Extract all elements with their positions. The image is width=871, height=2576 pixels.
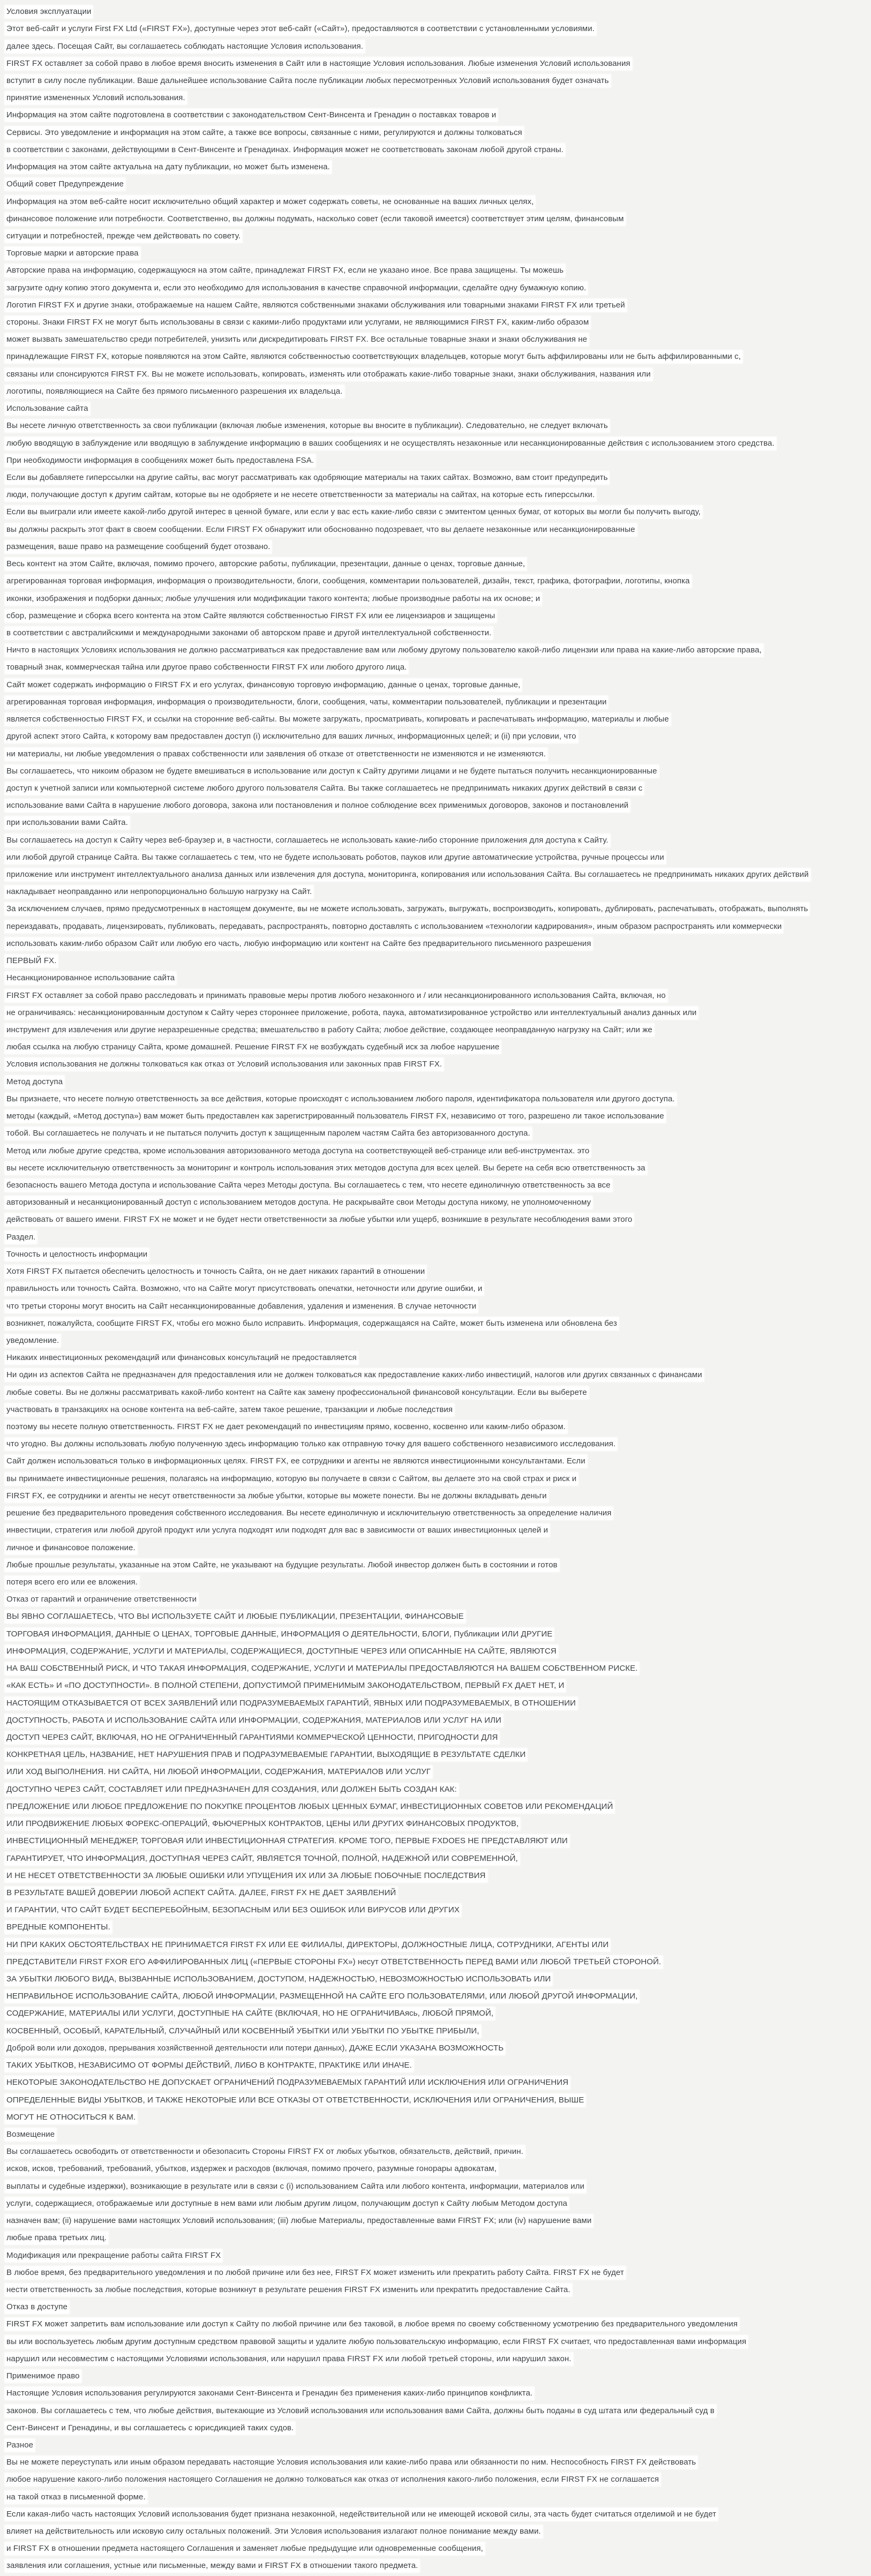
text-line-content: Если вы добавляете гиперссылки на другие сайты, вас могут рассматривать как одобряющие материалы на таких сайтах. Возможно, вам стоит предупредить xyxy=(5,472,609,484)
text-line-content: безопасность вашего Метода доступа и использование Сайта через Методы доступа. Вы соглашаетесь с тем, что несете единоличную ответственность за все xyxy=(5,1180,612,1191)
text-line xyxy=(0,1539,871,1556)
text-line xyxy=(0,1798,871,1815)
text-line-content: Если какая-либо часть настоящих Условий использования будет признана незаконной, недействительной или не имеющей исковой силы, эта часть будет считаться отделимой и не будет xyxy=(5,2509,717,2520)
text-line xyxy=(0,72,871,89)
text-line xyxy=(0,2385,871,2402)
text-line xyxy=(0,1694,871,1711)
text-line xyxy=(0,1660,871,1677)
text-line-content: является собственностью FIRST FX, и ссылки на сторонние веб-сайты. Вы можете загружать, просматривать, копировать и распечатывать информацию, материалы и любые xyxy=(5,714,670,725)
text-line-content: ТОРГОВАЯ ИНФОРМАЦИЯ, ДАННЫЕ О ЦЕНАХ, ТОРГОВЫЕ ДАННЫЕ, ИНФОРМАЦИЯ О ДЕЯТЕЛЬНОСТИ, БЛОГИ, Публикации ИЛИ ДРУГИЕ xyxy=(5,1628,553,1640)
text-line xyxy=(0,1867,871,1884)
text-line-content: участвовать в транзакциях на основе контента на веб-сайте, затем такое решение, транзакции и любые последствия xyxy=(5,1404,454,1416)
text-line xyxy=(0,1919,871,1936)
text-line xyxy=(0,797,871,814)
text-line-content: ИНВЕСТИЦИОННЫЙ МЕНЕДЖЕР, ТОРГОВАЯ ИЛИ ИНВЕСТИЦИОННАЯ СТРАТЕГИЯ. КРОМЕ ТОГО, ПЕРВЫЕ FXDOES НЕ ПРЕДСТАВЛЯЮТ ИЛИ xyxy=(5,1835,569,1847)
text-line xyxy=(0,2557,871,2574)
text-line-content: ПЕРВЫЙ FX. xyxy=(5,955,57,967)
text-line-content: Условия использования не должны толковаться как отказ от Условий использования или законных прав FIRST FX. xyxy=(5,1058,443,1070)
text-line xyxy=(0,297,871,314)
text-line-content: финансовое положение или потребности. Соответственно, вы должны подумать, насколько совет (если таковой имеется) соответствует этим целям, финансовым xyxy=(5,213,625,225)
text-line xyxy=(0,1263,871,1280)
text-line-content: вы должны раскрыть этот факт в своем сообщении. Если FIRST FX обнаружит или обоснованно подозревает, что вы делаете незаконные или несанкционированные xyxy=(5,524,636,536)
text-line xyxy=(0,1315,871,1332)
text-line-content: связаны или спонсируются FIRST FX. Вы не можете использовать, копировать, изменять или отображать какие-либо товарные знаки, знаки обслуживания, названия или xyxy=(5,369,652,380)
text-line-content: ПРЕДСТАВИТЕЛИ FIRST FXOR ЕГО АФФИЛИРОВАННЫХ ЛИЦ («ПЕРВЫЕ СТОРОНЫ FX») несут ОТВЕТСТВЕННОСТЬ ПЕРЕД ВАМИ ИЛИ ЛЮБОЙ ТРЕТЬЕЙ СТОРОНОЙ. xyxy=(5,1956,662,1968)
text-line xyxy=(0,1073,871,1091)
text-line-content: Сент-Винсент и Гренадины, и вы соглашаетесь с юрисдикцией таких судов. xyxy=(5,2422,295,2434)
text-line-content: законов. Вы соглашаетесь с тем, что любые действия, вытекающие из Условий использования или использования вами Сайта, должны быть поданы в суд штата или федеральный суд в xyxy=(5,2405,716,2417)
text-line xyxy=(0,1142,871,1159)
text-line xyxy=(0,1712,871,1729)
text-line-content: «КАК ЕСТЬ» И «ПО ДОСТУПНОСТИ». В ПОЛНОЙ СТЕПЕНИ, ДОПУСТИМОЙ ПРИМЕНИМЫМ ЗАКОНОДАТЕЛЬСТВОМ, ПЕРВЫЙ FX ДАЕТ НЕТ, И xyxy=(5,1680,565,1692)
text-line-content: FIRST FX оставляет за собой право расследовать и принимать правовые меры против любого незаконного и / или несанкционированного использования Сайта, включая, но xyxy=(5,990,667,1002)
text-line-content: ТАКИХ УБЫТКОВ, НЕЗАВИСИМО ОТ ФОРМЫ ДЕЙСТВИЙ, ЛИБО В КОНТРАКТЕ, ПРАКТИКЕ ИЛИ ИНАЧЕ. xyxy=(5,2060,413,2071)
text-line xyxy=(0,504,871,521)
text-line xyxy=(0,1022,871,1039)
text-line-content: ЗА УБЫТКИ ЛЮБОГО ВИДА, ВЫЗВАННЫЕ ИСПОЛЬЗОВАНИЕМ, ДОСТУПОМ, НАДЕЖНОСТЬЮ, НЕВОЗМОЖНОСТЬЮ ИСПОЛЬЗОВАТЬ ИЛИ xyxy=(5,1973,552,1985)
text-line xyxy=(0,20,871,37)
text-line-content: Использование сайта xyxy=(5,403,89,415)
text-line xyxy=(0,1574,871,1591)
text-line xyxy=(0,1160,871,1177)
text-line-content: Вы признаете, что несете полную ответственность за все действия, которые происходят с использованием любого пароля, идентификатора пользователя или другого доступа. xyxy=(5,1093,676,1105)
text-line xyxy=(0,2074,871,2091)
text-line xyxy=(0,763,871,780)
text-line xyxy=(0,1936,871,1954)
text-line xyxy=(0,900,871,918)
text-line-content: НА ВАШ СОБСТВЕННЫЙ РИСК, И ЧТО ТАКАЯ ИНФОРМАЦИЯ, СОДЕРЖАНИЕ, УСЛУГИ И МАТЕРИАЛЫ ПРЕДОСТАВЛЯЮТСЯ НА ВАШЕМ СОБСТВЕННОМ РИСКЕ. xyxy=(5,1663,639,1674)
text-line-content: КОСВЕННЫЙ, ОСОБЫЙ, КАРАТЕЛЬНЫЙ, СЛУЧАЙНЫЙ ИЛИ КОСВЕННЫЙ УБЫТКИ ИЛИ УБЫТКИ ПО УБЫТКЕ ПРИБЫЛИ, xyxy=(5,2025,480,2037)
text-line xyxy=(0,780,871,797)
text-line xyxy=(0,1522,871,1539)
text-line-content: ИНФОРМАЦИЯ, СОДЕРЖАНИЕ, УСЛУГИ И МАТЕРИАЛЫ, СОДЕРЖАЩИЕСЯ, ДОСТУПНЫЕ ЧЕРЕЗ ИЛИ ОПИСАННЫЕ НА САЙТЕ, ЯВЛЯЮТСЯ xyxy=(5,1646,558,1657)
text-line xyxy=(0,1366,871,1384)
text-line-content: ВРЕДНЫЕ КОМПОНЕНТЫ. xyxy=(5,1921,111,1933)
text-line-content: Точность и целостность информации xyxy=(5,1249,148,1260)
text-line-content: на такой отказ в письменной форме. xyxy=(5,2491,147,2503)
text-line-content: Хотя FIRST FX пытается обеспечить целостность и точность Сайта, он не дает никаких гарантий в отношении xyxy=(5,1266,426,1278)
text-line-content: выплаты и судебные издержки), возникающие в результате или в связи с (i) использованием Сайта или любого контента, информации, материалов или xyxy=(5,2181,585,2192)
text-line xyxy=(0,1332,871,1349)
text-line xyxy=(0,107,871,124)
text-line xyxy=(0,1384,871,1401)
text-line xyxy=(0,607,871,625)
text-line xyxy=(0,2057,871,2074)
text-line xyxy=(0,1643,871,1660)
text-line xyxy=(0,866,871,883)
text-line-content: ни материалы, ни любые уведомления о правах собственности или заявления об отказе от ответственности не изменяются и не изменяются. xyxy=(5,748,547,760)
text-line xyxy=(0,952,871,970)
text-line-content: НАСТОЯЩИМ ОТКАЗЫВАЕТСЯ ОТ ВСЕХ ЗАЯВЛЕНИЙ ИЛИ ПОДРАЗУМЕВАЕМЫХ ГАРАНТИЙ, ЯВНЫХ ИЛИ ПОДРАЗУМЕВАЕМЫХ, В ОТНОШЕНИИ xyxy=(5,1698,577,1709)
text-line xyxy=(0,2523,871,2540)
text-line-content: Настоящие Условия использования регулируются законами Сент-Винсента и Гренадин без применения каких-либо принципов конфликта. xyxy=(5,2387,534,2399)
text-line-content: любые права третьих лиц. xyxy=(5,2232,108,2244)
text-line xyxy=(0,1902,871,1919)
text-line xyxy=(0,141,871,159)
text-line-content: любое нарушение какого-либо положения настоящего Соглашения не должно толковаться как отказ от исполнения какого-либо положения, если FIRST FX не соглашается xyxy=(5,2474,660,2485)
text-line xyxy=(0,1608,871,1625)
text-line xyxy=(0,314,871,331)
text-line xyxy=(0,1091,871,1108)
text-line-content: что угодно. Вы должны использовать любую полученную здесь информацию только как отправную точку для вашего собственного независимого исследования. xyxy=(5,1438,617,1450)
text-line-content: стороны. Знаки FIRST FX не могут быть использованы в связи с какими-либо продуктами или услугами, не являющимися FIRST FX, каким-либо образом xyxy=(5,317,590,328)
text-line xyxy=(0,2143,871,2160)
text-line xyxy=(0,694,871,711)
text-line xyxy=(0,2109,871,2126)
text-line xyxy=(0,1850,871,1867)
text-line-content: Отказ в доступе xyxy=(5,2301,69,2313)
text-line xyxy=(0,2350,871,2368)
text-line-content: решение без предварительного проведения собственного исследования. Вы несете единоличную и исключительную ответственность за определение наличия xyxy=(5,1507,612,1519)
text-line-content: логотипы, появляющиеся на Сайте без прямого письменного разрешения их владельца. xyxy=(5,386,344,397)
text-line-content: ситуации и потребностей, прежде чем действовать по совету. xyxy=(5,230,242,242)
text-line xyxy=(0,2126,871,2143)
text-line xyxy=(0,1280,871,1297)
text-line-content: Разное xyxy=(5,2439,34,2451)
text-line xyxy=(0,935,871,952)
text-line xyxy=(0,1833,871,1850)
document-lines xyxy=(0,20,871,2574)
text-line-content: влияет на действительность или исковую силу остальных положений. Эти Условия использования излагают полное понимание между вами. xyxy=(5,2526,542,2537)
text-line xyxy=(0,814,871,831)
text-line-content: ДОСТУПНО ЧЕРЕЗ САЙТ, СОСТАВЛЯЕТ ИЛИ ПРЕДНАЗНАЧЕН ДЛЯ СОЗДАНИЯ, ИЛИ ДОЛЖЕН БЫТЬ СОЗДАН КАК: xyxy=(5,1784,458,1796)
text-line xyxy=(0,452,871,469)
text-line xyxy=(0,2178,871,2195)
text-line xyxy=(0,2212,871,2229)
text-line-content: ДОСТУП ЧЕРЕЗ САЙТ, ВКЛЮЧАЯ, НО НЕ ОГРАНИЧЕННЫЙ ГАРАНТИЯМИ КОММЕРЧЕСКОЙ ЦЕННОСТИ, ПРИГОДНОСТИ ДЛЯ xyxy=(5,1732,499,1744)
text-line xyxy=(0,1557,871,1574)
text-line xyxy=(0,1488,871,1505)
text-line xyxy=(0,1763,871,1781)
text-line-content: в соответствии с законами, действующими в Сент-Винсенте и Гренадинах. Информация может не соответствовать законам любой другой страны. xyxy=(5,144,565,156)
text-line-content: Этот веб-сайт и услуги First FX Ltd («FIRST FX»), доступные через этот веб-сайт («Сайт»), предоставляются в соответствии с установленными условиями. xyxy=(5,23,596,35)
text-line-content: нести ответственность за любые последствия, которые возникнут в результате решения FIRST FX изменить или прекратить предоставление Сайта. xyxy=(5,2284,572,2296)
text-line xyxy=(0,434,871,452)
text-line xyxy=(0,2333,871,2350)
text-line xyxy=(0,245,871,262)
text-line xyxy=(0,1781,871,1798)
text-line xyxy=(0,2506,871,2523)
text-line xyxy=(0,2091,871,2108)
text-line-content: Доброй воли или доходов, прерывания хозяйственной деятельности или потери данных), ДАЖЕ ЕСЛИ УКАЗАНА ВОЗМОЖНОСТЬ xyxy=(5,2042,505,2054)
text-line-content: Вы соглашаетесь, что никоим образом не будете вмешиваться в использование или доступ к Сайту другими лицами и не будете пытаться получить несанкционированные xyxy=(5,765,658,777)
text-line xyxy=(0,1453,871,1470)
text-line-content: Отказ от гарантий и ограничение ответственности xyxy=(5,1594,198,1605)
text-line xyxy=(0,728,871,745)
text-line-content: FIRST FX оставляет за собой право в любое время вносить изменения в Сайт или в настоящие Условия использования. Любые изменения Условий использования xyxy=(5,58,632,70)
page-title-line xyxy=(0,3,871,20)
text-line-content: Раздел. xyxy=(5,1231,36,1243)
text-line xyxy=(0,538,871,555)
text-line xyxy=(0,2005,871,2022)
text-line-content: Никаких инвестиционных рекомендаций или финансовых консультаций не предоставляется xyxy=(5,1352,358,1364)
text-line-content: Сайт может содержать информацию о FIRST FX и его услугах, финансовую торговую информацию, данные о ценах, торговые данные, xyxy=(5,679,521,691)
text-line-content: возникнет, пожалуйста, сообщите FIRST FX, чтобы его можно было исправить. Информация, содержащаяся на Сайте, может быть изменена или обновлена без xyxy=(5,1318,618,1330)
text-line-content: Применимое право xyxy=(5,2370,81,2382)
text-line-content: инвестиции, стратегия или любой другой продукт или услуга подходят или подходят для вас в зависимости от ваших инвестиционных целей и xyxy=(5,1524,549,1536)
text-line-content: И НЕ НЕСЕТ ОТВЕТСТВЕННОСТИ ЗА ЛЮБЫЕ ОШИБКИ ИЛИ УПУЩЕНИЯ ИХ ИЛИ ЗА ЛЮБЫЕ ПОБОЧНЫЕ ПОСЛЕДСТВИЯ xyxy=(5,1870,487,1882)
text-line-content: агрегированная торговая информация, информация о производительности, блоги, сообщения, комментарии пользователей, дизайн, текст, графика, фотографии, логотипы, кнопка xyxy=(5,575,691,587)
text-line-content: Метод доступа xyxy=(5,1076,64,1088)
text-line xyxy=(0,1246,871,1263)
text-line xyxy=(0,1591,871,1608)
text-line xyxy=(0,849,871,866)
text-line-content: Ничто в настоящих Условиях использования не должно рассматриваться как предоставление вам или любому другому пользователю какой-либо лицензии или права на какие-либо авторские права, xyxy=(5,644,763,656)
text-line-content: ВЫ ЯВНО СОГЛАШАЕТЕСЬ, ЧТО ВЫ ИСПОЛЬЗУЕТЕ САЙТ И ЛЮБЫЕ ПУБЛИКАЦИИ, ПРЕЗЕНТАЦИИ, ФИНАНСОВЫЕ xyxy=(5,1611,465,1623)
text-line-content: сбор, размещение и сборка всего контента на этом Сайте являются собственностью FIRST FX или ее лицензиаров и защищены xyxy=(5,610,496,622)
text-line xyxy=(0,1677,871,1694)
text-line xyxy=(0,2195,871,2212)
text-line xyxy=(0,970,871,987)
text-line xyxy=(0,1746,871,1763)
text-line-content: уведомление. xyxy=(5,1335,60,1347)
text-line-content: Общий совет Предупреждение xyxy=(5,178,125,190)
text-line-content: В любое время, без предварительного уведомления и по любой причине или без нее, FIRST FX может изменить или прекратить работу Сайта. FIRST FX не будет xyxy=(5,2267,625,2279)
text-line xyxy=(0,1418,871,1436)
text-line xyxy=(0,280,871,297)
text-line-content: любую вводящую в заблуждение или вводящую в заблуждение информацию в ваших сообщениях и не осуществлять незаконные или несанкционированные действия с использованием этого средства. xyxy=(5,438,776,449)
text-line xyxy=(0,573,871,590)
text-line-content: не ограничиваясь: несанкционированным доступом к Сайту через стороннее приложение, робота, паука, автоматизированное устройство или интеллектуальный анализ данных или xyxy=(5,1007,697,1019)
text-line xyxy=(0,711,871,728)
text-line xyxy=(0,228,871,245)
text-line-content: вы принимаете инвестиционные решения, полагаясь на информацию, которую вы получаете в связи с Сайтом, вы делаете это на свой страх и риск и xyxy=(5,1473,577,1485)
text-line xyxy=(0,1108,871,1125)
text-line xyxy=(0,2454,871,2471)
text-line-content: Несанкционированное использование сайта xyxy=(5,972,176,984)
text-line-content: Авторские права на информацию, содержащуюся на этом сайте, принадлежат FIRST FX, если не указано иное. Все права защищены. Ты можешь xyxy=(5,265,565,276)
page-title: Условия эксплуатации xyxy=(5,6,92,18)
text-line xyxy=(0,1626,871,1643)
text-line xyxy=(0,1971,871,1988)
text-line xyxy=(0,659,871,676)
text-line-content: вступит в силу после публикации. Ваше дальнейшее использование Сайта после публикации любых пересмотренных Условий использования будет означать xyxy=(5,75,610,87)
text-line xyxy=(0,2368,871,2385)
text-line-content: потеря всего его или ее вложения. xyxy=(5,1576,139,1588)
text-line-content: что третьи стороны могут вносить на Сайт несанкционированные добавления, удаления и изменения. В случае неточности xyxy=(5,1301,477,1312)
text-line-content: иконки, изображения и подборки данных; любые улучшения или модификации такого контента; любые производные работы на их основе; и xyxy=(5,593,541,605)
text-line-content: любые советы. Вы не должны рассматривать какой-либо контент на Сайте как замену профессиональной финансовой консультации. Если вы выберете xyxy=(5,1387,588,1399)
text-line-content: методы (каждый, «Метод доступа») вам может быть предоставлен как зарегистрированный пользователь FIRST FX, независимо от того, разрешено ли такое использование xyxy=(5,1110,665,1122)
text-line-content: Сайт должен использоваться только в информационных целях. FIRST FX, ее сотрудники и агенты не являются инвестиционными консультантами. Если xyxy=(5,1455,587,1467)
text-line xyxy=(0,1815,871,1833)
text-line xyxy=(0,1884,871,1902)
text-line-content: действовать от вашего имени. FIRST FX не может и не будет нести ответственности за любые убытки или ущерб, возникшие в результате несоблюдения вами этого xyxy=(5,1214,633,1226)
text-line xyxy=(0,1505,871,1522)
text-line-content: Сервисы. Это уведомление и информация на этом сайте, а также все вопросы, связанные с ними, регулируются и должны толковаться xyxy=(5,127,523,139)
text-line-content: При необходимости информация в сообщениях может быть предоставлена FSA. xyxy=(5,455,315,467)
text-line-content: далее здесь. Посещая Сайт, вы соглашаетесь соблюдать настоящие Условия использования. xyxy=(5,41,364,52)
text-line xyxy=(0,1988,871,2005)
text-line xyxy=(0,1349,871,1366)
text-line xyxy=(0,1194,871,1211)
text-line-content: может вызвать замешательство среди потребителей, унизить или дискредитировать FIRST FX. Все остальные товарные знаки и знаки обслуживания не xyxy=(5,334,588,346)
text-line-content: исков, исков, требований, требований, убытков, издержек и расходов (включая, помимо прочего, разумные гонорары адвокатам, xyxy=(5,2163,498,2175)
text-line-content: авторизованный и несанкционированный доступ с использованием методов доступа. Не раскрывайте свои Методы доступа никому, не уполномоченному xyxy=(5,1197,592,1208)
text-line-content: в соответствии с австралийскими и международными законами об авторском праве и другой интеллектуальной собственности. xyxy=(5,627,492,639)
text-line xyxy=(0,55,871,72)
text-line-content: Ни один из аспектов Сайта не предназначен для предоставления или не должен толковаться как предоставление каких-либо инвестиций, налогов или других связанных с финансами xyxy=(5,1369,703,1381)
text-line-content: агрегированная торговая информация, информация о производительности, блоги, сообщения, чаты, комментарии пользователей, публикации и презентации xyxy=(5,696,607,708)
text-line xyxy=(0,918,871,935)
text-line xyxy=(0,625,871,642)
text-line-content: услуги, содержащиеся, отображаемые или доступные в нем вами или любым другим лицом, получающим доступ к Сайту любым Методом доступа xyxy=(5,2198,568,2210)
text-line-content: КОНКРЕТНАЯ ЦЕЛЬ, НАЗВАНИЕ, НЕТ НАРУШЕНИЯ ПРАВ И ПОДРАЗУМЕВАЕМЫЕ ГАРАНТИИ, ВЫХОДЯЩИЕ В РЕЗУЛЬТАТЕ СДЕЛКИ xyxy=(5,1749,527,1761)
text-line-content: FIRST FX может запретить вам использование или доступ к Сайту по любой причине или без таковой, в любое время по своему собственному усмотрению без предварительного уведомления xyxy=(5,2318,739,2330)
text-line-content: ГАРАНТИРУЕТ, ЧТО ИНФОРМАЦИЯ, ДОСТУПНАЯ ЧЕРЕЗ САЙТ, ЯВЛЯЕТСЯ ТОЧНОЙ, ПОЛНОЙ, НАДЕЖНОЙ ИЛИ СОВРЕМЕННОЙ, xyxy=(5,1853,519,1865)
text-line-content: Любые прошлые результаты, указанные на этом Сайте, не указывают на будущие результаты. Любой инвестор должен быть в состоянии и готов xyxy=(5,1559,559,1571)
text-line xyxy=(0,2299,871,2316)
text-line xyxy=(0,400,871,417)
text-line xyxy=(0,1177,871,1194)
text-line xyxy=(0,1729,871,1746)
text-line-content: накладывает неоправданно или непропорционально большую нагрузку на Сайт. xyxy=(5,886,313,898)
text-line-content: люди, получающие доступ к другим сайтам, которые вы не одобряете и не несете ответственности за материалы на сайтах, на которые есть гиперссылки. xyxy=(5,489,596,501)
text-line xyxy=(0,89,871,107)
text-line xyxy=(0,383,871,400)
text-line-content: любая ссылка на любую страницу Сайта, кроме домашней. Решение FIRST FX не возбуждать судебный иск за любое нарушение xyxy=(5,1041,500,1053)
text-line xyxy=(0,331,871,348)
text-line-content: НЕКОТОРЫЕ ЗАКОНОДАТЕЛЬСТВО НЕ ДОПУСКАЕТ ОГРАНИЧЕНИЙ ПОДРАЗУМЕВАЕМЫХ ГАРАНТИЙ ИЛИ ИСКЛЮЧЕНИЯ ИЛИ ОГРАНИЧЕНИЯ xyxy=(5,2077,569,2089)
text-line xyxy=(0,486,871,504)
text-line xyxy=(0,2247,871,2264)
text-line-content: товарный знак, коммерческая тайна или другое право собственности FIRST FX или любого другого лица. xyxy=(5,662,408,673)
text-line xyxy=(0,1004,871,1022)
text-line-content: вы или воспользуетесь любым другим доступным средством правовой защиты и удалите любую пользовательскую информацию, если FIRST FX считает, что предоставленная вами информация xyxy=(5,2336,747,2348)
text-line-content: В РЕЗУЛЬТАТЕ ВАШЕЙ ДОВЕРИИ ЛЮБОЙ АСПЕКТ САЙТА. ДАЛЕЕ, FIRST FX НЕ ДАЕТ ЗАЯВЛЕНИЙ xyxy=(5,1887,397,1899)
text-line xyxy=(0,2489,871,2506)
text-line xyxy=(0,348,871,365)
text-line-content: Вы не можете переуступать или иным образом передавать настоящие Условия использования или какие-либо права или обязанности по ним. Неспособность FIRST FX действовать xyxy=(5,2457,697,2468)
text-line-content: Вы соглашаетесь освободить от ответственности и обезопасить Стороны FIRST FX от любых убытков, обязательств, действий, причин. xyxy=(5,2146,524,2158)
text-line-content: Если вы выиграли или имеете какой-либо другой интерес в ценной бумаге, или если у вас есть какие-либо связи с эмитентом ценных бумаг, от которых вы могли бы получить выгоду, xyxy=(5,506,702,518)
text-line xyxy=(0,176,871,193)
text-line xyxy=(0,832,871,849)
text-line-content: при использовании вами Сайта. xyxy=(5,817,129,829)
text-line-content: размещения, ваше право на размещение сообщений будет отозвано. xyxy=(5,541,271,553)
text-line-content: или любой другой странице Сайта. Вы также соглашаетесь с тем, что не будете использовать роботов, пауков или другие автоматические устройства, ручные процессы или xyxy=(5,852,665,863)
text-line xyxy=(0,2229,871,2247)
text-line-content: Вы соглашаетесь на доступ к Сайту через веб-браузер и, в частности, соглашаетесь не использовать какие-либо сторонние приложения для доступа к Сайту. xyxy=(5,835,610,846)
text-line-content: поэтому вы несете полную ответственность. FIRST FX не дает рекомендаций по инвестициям прямо, косвенно, косвенно или каким-либо образом. xyxy=(5,1421,567,1433)
text-line xyxy=(0,37,871,55)
text-line-content: и FIRST FX в отношении предмета настоящего Соглашения и заменяет любые предыдущие или одновременные сообщения, xyxy=(5,2543,484,2555)
text-line xyxy=(0,745,871,762)
text-line-content: Информация на этом сайте подготовлена в соответствии с законодательством Сент-Винсента и Гренадин о поставках товаров и xyxy=(5,109,497,121)
text-line xyxy=(0,555,871,573)
text-line-content: загрузите одну копию этого документа и, если это необходимо для использования в качестве справочной информации, сделайте одну бумажную копию. xyxy=(5,282,587,294)
text-line-content: принятие измененных Условий использования. xyxy=(5,92,186,104)
text-line xyxy=(0,2420,871,2437)
text-line-content: ПРЕДЛОЖЕНИЕ ИЛИ ЛЮБОЕ ПРЕДЛОЖЕНИЕ ПО ПОКУПКЕ ПРОЦЕНТОВ ЛЮБЫХ ЦЕННЫХ БУМАГ, ИНВЕСТИЦИОННЫХ СОВЕТОВ ИЛИ РЕКОМЕНДАЦИЙ xyxy=(5,1801,614,1813)
text-line xyxy=(0,2040,871,2057)
text-line xyxy=(0,2540,871,2557)
text-line-content: И ГАРАНТИИ, ЧТО САЙТ БУДЕТ БЕСПЕРЕБОЙНЫМ, БЕЗОПАСНЫМ ИЛИ БЕЗ ОШИБОК ИЛИ ВИРУСОВ ИЛИ ДРУГИХ xyxy=(5,1904,461,1916)
text-line xyxy=(0,211,871,228)
text-line-content: назначен вам; (ii) нарушение вами настоящих Условий использования; (iii) любые Материалы, предоставленные вами FIRST FX; или (iv) нарушение вами xyxy=(5,2215,592,2227)
text-line-content: Весь контент на этом Сайте, включая, помимо прочего, авторские работы, публикации, презентации, данные о ценах, торговые данные, xyxy=(5,558,526,570)
text-line-content: ИЛИ ПРОДВИЖЕНИЕ ЛЮБЫХ ФОРЕКС-ОПЕРАЦИЙ, ФЬЮЧЕРНЫХ КОНТРАКТОВ, ЦЕНЫ ИЛИ ДРУГИХ ФИНАНСОВЫХ ПРОДУКТОВ, xyxy=(5,1818,520,1830)
text-line-content: НЕПРАВИЛЬНОЕ ИСПОЛЬЗОВАНИЕ САЙТА, ЛЮБОЙ ИНФОРМАЦИИ, РАЗМЕЩЕННОЙ НА САЙТЕ ЕГО ПОЛЬЗОВАТЕЛЯМИ, ИЛИ ЛЮБОЙ ДРУГОЙ ИНФОРМАЦИИ, xyxy=(5,1991,639,2002)
text-line-content: личное и финансовое положение. xyxy=(5,1542,137,1554)
text-line-content: ИЛИ ХОД ВЫПОЛНЕНИЯ. НИ САЙТА, НИ ЛЮБОЙ ИНФОРМАЦИИ, СОДЕРЖАНИЯ, МАТЕРИАЛОВ ИЛИ УСЛУГ xyxy=(5,1766,432,1778)
text-line xyxy=(0,590,871,607)
text-line-content: МОГУТ НЕ ОТНОСИТЬСЯ К ВАМ. xyxy=(5,2112,137,2123)
text-line-content: ОПРЕДЕЛЕННЫЕ ВИДЫ УБЫТКОВ, И ТАКЖЕ НЕКОТОРЫЕ ИЛИ ВСЕ ОТКАЗЫ ОТ ОТВЕТСТВЕННОСТИ, ИСКЛЮЧЕНИЯ ИЛИ ОГРАНИЧЕНИЯ, ВЫШЕ xyxy=(5,2094,585,2106)
text-line-content: приложение или инструмент интеллектуального анализа данных или извлечения для доступа, мониторинга, копирования или использования Сайта. Вы соглашаетесь не предпринимать никаких других действий xyxy=(5,869,810,881)
text-line-content: нарушил или несовместим с настоящими Условиями использования, или нарушил права FIRST FX или любой третьей стороны, или нарушил закон. xyxy=(5,2353,573,2365)
text-line-content: другой аспект этого Сайта, к которому вам предоставлен доступ (i) исключительно для ваших личных, информационных целей; и (ii) при условии, что xyxy=(5,731,577,742)
text-line xyxy=(0,642,871,659)
text-line xyxy=(0,1125,871,1142)
text-line-content: За исключением случаев, прямо предусмотренных в настоящем документе, вы не можете использовать, загружать, выгружать, воспроизводить, копировать, дублировать, распечатывать, отображать, выполнять xyxy=(5,903,809,915)
text-line xyxy=(0,2160,871,2177)
text-line-content: Информация на этом веб-сайте носит исключительно общий характер и может содержать советы, не основанные на ваших личных целях, xyxy=(5,196,535,208)
text-line-content: переиздавать, продавать, лицензировать, публиковать, передавать, распространять, повторно доставлять с использованием «технологии кадрирования», иным образом распространять или коммерчески xyxy=(5,921,783,933)
text-line xyxy=(0,469,871,486)
text-line-content: Логотип FIRST FX и другие знаки, отображаемые на нашем Сайте, являются собственными знаками обслуживания или товарными знаками FIRST FX или третьей xyxy=(5,299,626,311)
text-line xyxy=(0,677,871,694)
text-line xyxy=(0,987,871,1004)
text-line xyxy=(0,262,871,279)
text-line xyxy=(0,1436,871,1453)
text-line xyxy=(0,1229,871,1246)
text-line-content: вы несете исключительную ответственность за мониторинг и контроль использования этих методов доступа для всех целей. Вы берете на себя всю ответственность за xyxy=(5,1162,647,1174)
text-line xyxy=(0,2316,871,2333)
text-line xyxy=(0,1211,871,1228)
text-line-content: Метод или любые другие средства, кроме использования авторизованного метода доступа на соответствующей веб-странице или веб-инструментах. это xyxy=(5,1145,590,1157)
text-line xyxy=(0,417,871,434)
text-line xyxy=(0,2471,871,2488)
text-line xyxy=(0,1470,871,1488)
text-line xyxy=(0,1039,871,1056)
text-line-content: ДОСТУПНОСТЬ, РАБОТА И ИСПОЛЬЗОВАНИЕ САЙТА ИЛИ ИНФОРМАЦИИ, СОДЕРЖАНИЯ, МАТЕРИАЛОВ ИЛИ УСЛУГ НА ИЛИ xyxy=(5,1715,502,1726)
text-line xyxy=(0,1056,871,1073)
text-line-content: заявления или соглашения, устные или письменные, между вами и FIRST FX в отношении такого предмета. xyxy=(5,2560,419,2572)
text-line xyxy=(0,2264,871,2281)
text-line-content: использование вами Сайта в нарушение любого договора, закона или постановления и полное соблюдение всех применимых договоров, законов и постановлений xyxy=(5,800,629,812)
text-line-content: правильность или точность Сайта. Возможно, что на Сайте могут присутствовать опечатки, неточности или другие ошибки, и xyxy=(5,1283,483,1295)
text-line xyxy=(0,1401,871,1418)
text-line-content: тобой. Вы соглашаетесь не получать и не пытаться получить доступ к защищенным паролем частям Сайта без авторизованного доступа. xyxy=(5,1128,531,1139)
text-line-content: использовать каким-либо образом Сайт или любую его часть, любую информацию или контент на Сайте без предварительного письменного разрешения xyxy=(5,938,592,950)
text-line-content: Торговые марки и авторские права xyxy=(5,247,140,259)
text-line xyxy=(0,366,871,383)
text-line-content: доступ к учетной записи или компьютерной системе любого другого пользователя Сайта. Вы также соглашаетесь не предпринимать никаких других действий в связи с xyxy=(5,783,643,794)
text-line-content: принадлежащие FIRST FX, которые появляются на этом Сайте, являются собственностью соответствующих владельцев, которые могут быть аффилированы или не быть аффилированными с, xyxy=(5,351,742,363)
text-line xyxy=(0,159,871,176)
text-line xyxy=(0,2402,871,2419)
text-line-content: FIRST FX, ее сотрудники и агенты не несут ответственности за любые убытки, которые вы можете понести. Вы не должны вкладывать деньги xyxy=(5,1490,548,1502)
text-line xyxy=(0,2437,871,2454)
text-line-content: Информация на этом сайте актуальна на дату публикации, но может быть изменена. xyxy=(5,161,331,173)
text-line xyxy=(0,2023,871,2040)
text-line-content: Возмещение xyxy=(5,2129,56,2141)
text-line xyxy=(0,193,871,210)
text-line-content: СОДЕРЖАНИЕ, МАТЕРИАЛЫ ИЛИ УСЛУГИ, ДОСТУПНЫЕ НА САЙТЕ (ВКЛЮЧАЯ, НО НЕ ОГРАНИЧИВАясь, ЛЮБОЙ ПРЯМОЙ, xyxy=(5,2008,494,2019)
text-line xyxy=(0,2281,871,2299)
text-line-content: Вы несете личную ответственность за свои публикации (включая любые изменения, которые вы вносите в публикации). Следовательно, не следует включать xyxy=(5,420,609,432)
text-line-content: Модификация или прекращение работы сайта FIRST FX xyxy=(5,2250,222,2262)
text-line-content: НИ ПРИ КАКИХ ОБСТОЯТЕЛЬСТВАХ НЕ ПРИНИМАЕТСЯ FIRST FX ИЛИ ЕЕ ФИЛИАЛЫ, ДИРЕКТОРЫ, ДОЛЖНОСТНЫЕ ЛИЦА, СОТРУДНИКИ, АГЕНТЫ ИЛИ xyxy=(5,1939,610,1951)
text-line xyxy=(0,521,871,538)
text-line xyxy=(0,124,871,141)
text-line-content: инструмент для извлечения или другие неразрешенные средства; вмешательство в работу Сайта; любое действие, создающее неоправданную нагрузку на Сайт; или же xyxy=(5,1024,654,1036)
text-line xyxy=(0,1954,871,1971)
text-line xyxy=(0,1297,871,1315)
text-line xyxy=(0,883,871,900)
